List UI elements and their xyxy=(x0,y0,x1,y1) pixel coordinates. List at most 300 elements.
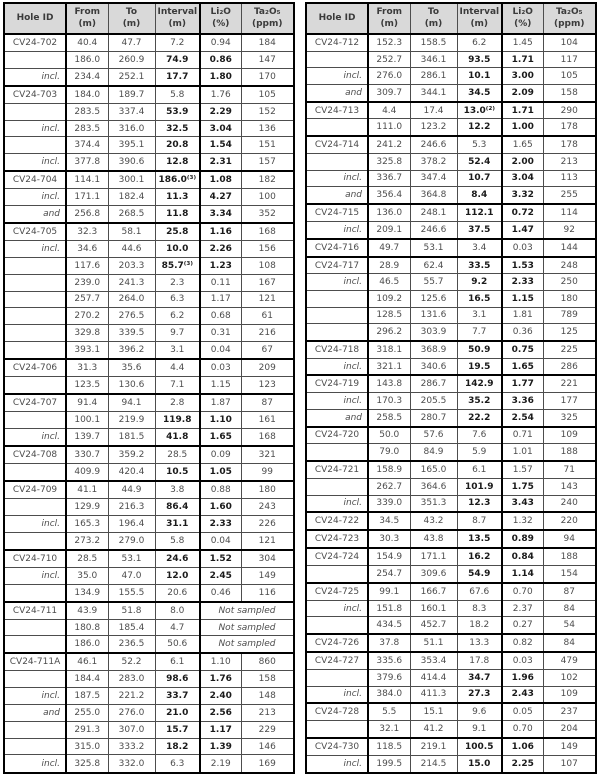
column-header-to: To (m) xyxy=(410,3,457,34)
interval-cell: 10.5 xyxy=(155,463,200,481)
to-cell: 396.2 xyxy=(108,341,155,359)
interval-cell: 32.5 xyxy=(155,120,200,137)
interval-cell: 11.8 xyxy=(155,206,200,224)
hole-id-cell xyxy=(4,619,66,636)
ta2o5-cell: 168 xyxy=(241,428,294,446)
table-row xyxy=(4,755,294,773)
ta2o5-cell: 789 xyxy=(543,307,596,324)
table-row xyxy=(306,290,596,307)
to-cell: 276.5 xyxy=(108,308,155,325)
ta2o5-cell: 178 xyxy=(543,136,596,153)
not-sampled-cell: Not sampled xyxy=(200,636,294,654)
table-row xyxy=(306,600,596,617)
ta2o5-cell: 180 xyxy=(543,290,596,307)
ta2o5-cell: 167 xyxy=(241,274,294,291)
qualifier-cell: incl. xyxy=(4,68,66,86)
li2o-cell: 3.04 xyxy=(200,120,241,137)
table-row xyxy=(4,359,294,377)
interval-cell: 13.3 xyxy=(457,634,502,652)
table-row xyxy=(306,257,596,274)
table-row xyxy=(306,530,596,548)
to-cell: 286.1 xyxy=(410,68,457,85)
hole-id-cell xyxy=(4,463,66,481)
not-sampled-cell: Not sampled xyxy=(200,602,294,620)
to-cell: 155.5 xyxy=(108,584,155,602)
to-cell: 276.0 xyxy=(108,705,155,722)
from-cell: 46.1 xyxy=(66,653,108,671)
table-row xyxy=(306,170,596,187)
column-header-from: From (m) xyxy=(368,3,410,34)
li2o-cell: 0.05 xyxy=(502,703,543,720)
from-cell: 34.6 xyxy=(66,241,108,258)
li2o-cell: 0.36 xyxy=(502,324,543,341)
hole-id-cell: CV24-725 xyxy=(306,583,368,600)
qualifier-cell: and xyxy=(306,409,368,426)
to-cell: 246.6 xyxy=(410,221,457,238)
li2o-cell: 0.46 xyxy=(200,584,241,602)
interval-cell: 9.1 xyxy=(457,721,502,738)
table-row xyxy=(4,653,294,671)
column-header-interval: Interval (m) xyxy=(457,3,502,34)
interval-cell: 33.5 xyxy=(457,257,502,274)
ta2o5-cell: 67 xyxy=(241,341,294,359)
ta2o5-cell: 290 xyxy=(543,102,596,119)
interval-cell: 41.8 xyxy=(155,428,200,446)
from-cell: 32.3 xyxy=(66,223,108,241)
li2o-cell: 1.10 xyxy=(200,412,241,429)
interval-cell: 19.5 xyxy=(457,358,502,375)
hole-id-cell xyxy=(4,532,66,550)
interval-cell: 3.4 xyxy=(457,239,502,257)
to-cell: 94.1 xyxy=(108,394,155,412)
ta2o5-cell: 479 xyxy=(543,652,596,669)
interval-cell: 16.5 xyxy=(457,290,502,307)
interval-cell: 2.8 xyxy=(155,394,200,412)
table-row xyxy=(306,393,596,410)
assay-table-left xyxy=(3,2,295,774)
table-row xyxy=(4,137,294,154)
li2o-cell: 1.05 xyxy=(200,463,241,481)
li2o-cell: 2.26 xyxy=(200,241,241,258)
table-row xyxy=(306,478,596,495)
li2o-cell: 2.31 xyxy=(200,154,241,172)
to-cell: 307.0 xyxy=(108,721,155,738)
ta2o5-cell: 168 xyxy=(241,223,294,241)
from-cell: 309.7 xyxy=(368,84,410,101)
to-cell: 339.5 xyxy=(108,325,155,342)
table-row xyxy=(4,258,294,275)
ta2o5-cell: 286 xyxy=(543,358,596,375)
ta2o5-cell: 125 xyxy=(543,324,596,341)
to-cell: 236.5 xyxy=(108,636,155,654)
ta2o5-cell: 180 xyxy=(241,481,294,499)
to-cell: 248.1 xyxy=(410,204,457,221)
ta2o5-cell: 151 xyxy=(241,137,294,154)
table-row xyxy=(306,669,596,686)
hole-id-cell: CV24-715 xyxy=(306,204,368,221)
from-cell: 255.0 xyxy=(66,705,108,722)
li2o-cell: 1.01 xyxy=(502,444,543,461)
to-cell: 125.6 xyxy=(410,290,457,307)
table-row xyxy=(4,86,294,104)
li2o-cell: 1.65 xyxy=(502,136,543,153)
li2o-cell: 0.27 xyxy=(502,617,543,634)
ta2o5-cell: 114 xyxy=(543,204,596,221)
li2o-cell: 1.77 xyxy=(502,375,543,392)
table-row xyxy=(4,532,294,550)
qualifier-cell: incl. xyxy=(4,154,66,172)
ta2o5-cell: 149 xyxy=(241,567,294,584)
to-cell: 44.6 xyxy=(108,241,155,258)
qualifier-cell: and xyxy=(306,187,368,204)
from-cell: 129.9 xyxy=(66,499,108,516)
to-cell: 196.4 xyxy=(108,515,155,532)
to-cell: 189.7 xyxy=(108,86,155,104)
ta2o5-cell: 121 xyxy=(241,532,294,550)
to-cell: 52.2 xyxy=(108,653,155,671)
li2o-cell: 1.81 xyxy=(502,307,543,324)
li2o-cell: 0.75 xyxy=(502,341,543,358)
to-cell: 130.6 xyxy=(108,377,155,395)
from-cell: 43.9 xyxy=(66,602,108,620)
interval-cell: 142.9 xyxy=(457,375,502,392)
to-cell: 364.6 xyxy=(410,478,457,495)
interval-cell: 10.0 xyxy=(155,241,200,258)
table-row xyxy=(306,548,596,565)
li2o-cell: 0.89 xyxy=(502,530,543,548)
to-cell: 340.6 xyxy=(410,358,457,375)
from-cell: 283.5 xyxy=(66,103,108,120)
from-cell: 199.5 xyxy=(368,755,410,773)
li2o-cell: 2.45 xyxy=(200,567,241,584)
table-row xyxy=(306,154,596,171)
to-cell: 55.7 xyxy=(410,274,457,291)
li2o-cell: 0.68 xyxy=(200,308,241,325)
hole-id-cell: CV24-730 xyxy=(306,738,368,755)
interval-cell: 8.0 xyxy=(155,602,200,620)
table-row xyxy=(4,463,294,481)
table-row xyxy=(4,189,294,206)
table-row xyxy=(306,358,596,375)
ta2o5-cell: 216 xyxy=(241,325,294,342)
from-cell: 32.1 xyxy=(368,721,410,738)
li2o-cell: 1.16 xyxy=(200,223,241,241)
to-cell: 414.4 xyxy=(410,669,457,686)
qualifier-cell: incl. xyxy=(306,358,368,375)
li2o-cell: 0.88 xyxy=(200,481,241,499)
from-cell: 241.2 xyxy=(368,136,410,153)
qualifier-cell: and xyxy=(4,705,66,722)
hole-id-cell xyxy=(306,324,368,341)
ta2o5-cell: 136 xyxy=(241,120,294,137)
from-cell: 434.5 xyxy=(368,617,410,634)
hole-id-cell xyxy=(4,52,66,69)
ta2o5-cell: 108 xyxy=(241,258,294,275)
li2o-cell: 0.70 xyxy=(502,721,543,738)
ta2o5-cell: 116 xyxy=(241,584,294,602)
hole-id-cell xyxy=(4,325,66,342)
to-cell: 185.4 xyxy=(108,619,155,636)
from-cell: 123.5 xyxy=(66,377,108,395)
table-row xyxy=(4,636,294,654)
li2o-cell: 4.27 xyxy=(200,189,241,206)
hole-id-cell: CV24-711 xyxy=(4,602,66,620)
interval-cell: 50.9 xyxy=(457,341,502,358)
hole-id-cell xyxy=(4,341,66,359)
from-cell: 186.0 xyxy=(66,636,108,654)
ta2o5-cell: 121 xyxy=(241,291,294,308)
from-cell: 154.9 xyxy=(368,548,410,565)
qualifier-cell: incl. xyxy=(4,428,66,446)
li2o-cell: 2.33 xyxy=(200,515,241,532)
to-cell: 337.4 xyxy=(108,103,155,120)
li2o-cell: 3.00 xyxy=(502,68,543,85)
from-cell: 258.5 xyxy=(368,409,410,426)
interval-cell: 4.4 xyxy=(155,359,200,377)
interval-cell: 7.6 xyxy=(457,427,502,444)
table-row xyxy=(306,495,596,512)
li2o-cell: 0.03 xyxy=(502,239,543,257)
ta2o5-cell: 213 xyxy=(543,154,596,171)
from-cell: 187.5 xyxy=(66,688,108,705)
li2o-cell: 3.04 xyxy=(502,170,543,187)
from-cell: 374.4 xyxy=(66,137,108,154)
hole-id-cell xyxy=(306,119,368,136)
interval-cell: 3.1 xyxy=(457,307,502,324)
interval-cell: 6.3 xyxy=(155,291,200,308)
li2o-cell: 1.71 xyxy=(502,102,543,119)
table-row xyxy=(306,119,596,136)
qualifier-cell: incl. xyxy=(306,600,368,617)
hole-id-cell: CV24-714 xyxy=(306,136,368,153)
qualifier-cell: incl. xyxy=(4,189,66,206)
not-sampled-cell: Not sampled xyxy=(200,619,294,636)
ta2o5-cell: 92 xyxy=(543,221,596,238)
hole-id-cell xyxy=(306,669,368,686)
interval-cell: 10.1 xyxy=(457,68,502,85)
interval-cell: 5.9 xyxy=(457,444,502,461)
hole-id-cell xyxy=(306,617,368,634)
interval-cell: 6.1 xyxy=(457,461,502,478)
to-cell: 420.4 xyxy=(108,463,155,481)
interval-cell: 34.7 xyxy=(457,669,502,686)
from-cell: 325.8 xyxy=(66,755,108,773)
table-row xyxy=(4,308,294,325)
interval-cell: 98.6 xyxy=(155,671,200,688)
interval-cell: 7.7 xyxy=(457,324,502,341)
column-header-li2o: Li₂O (%) xyxy=(200,3,241,34)
table-row xyxy=(4,154,294,172)
to-cell: 353.4 xyxy=(410,652,457,669)
interval-cell: 17.8 xyxy=(457,652,502,669)
interval-cell: 6.2 xyxy=(155,308,200,325)
interval-cell: 86.4 xyxy=(155,499,200,516)
table-row xyxy=(4,550,294,568)
ta2o5-cell: 146 xyxy=(241,738,294,755)
from-cell: 339.0 xyxy=(368,495,410,512)
from-cell: 315.0 xyxy=(66,738,108,755)
li2o-cell: 1.00 xyxy=(502,119,543,136)
to-cell: 316.0 xyxy=(108,120,155,137)
hole-id-cell xyxy=(4,258,66,275)
ta2o5-cell: 61 xyxy=(241,308,294,325)
from-cell: 321.1 xyxy=(368,358,410,375)
table-row xyxy=(306,84,596,101)
interval-cell: 10.7 xyxy=(457,170,502,187)
to-cell: 346.1 xyxy=(410,51,457,68)
li2o-cell: 1.76 xyxy=(200,86,241,104)
ta2o5-cell: 169 xyxy=(241,755,294,773)
hole-id-cell xyxy=(306,154,368,171)
interval-cell: 9.7 xyxy=(155,325,200,342)
interval-cell: 93.5 xyxy=(457,51,502,68)
from-cell: 239.0 xyxy=(66,274,108,291)
to-cell: 62.4 xyxy=(410,257,457,274)
from-cell: 49.7 xyxy=(368,239,410,257)
li2o-cell: 0.03 xyxy=(200,359,241,377)
ta2o5-cell: 237 xyxy=(543,703,596,720)
interval-cell: 74.9 xyxy=(155,52,200,69)
table-row xyxy=(306,583,596,600)
ta2o5-cell: 225 xyxy=(543,341,596,358)
table-row xyxy=(306,68,596,85)
from-cell: 291.3 xyxy=(66,721,108,738)
interval-cell: 28.5 xyxy=(155,446,200,464)
column-header-to: To (m) xyxy=(108,3,155,34)
interval-cell: 5.8 xyxy=(155,86,200,104)
ta2o5-cell: 352 xyxy=(241,206,294,224)
from-cell: 28.9 xyxy=(368,257,410,274)
hole-id-cell xyxy=(306,307,368,324)
column-header-hole-id: Hole ID xyxy=(4,3,66,34)
ta2o5-cell: 188 xyxy=(543,444,596,461)
li2o-cell: 1.17 xyxy=(200,721,241,738)
interval-cell: 9.2 xyxy=(457,274,502,291)
from-cell: 31.3 xyxy=(66,359,108,377)
from-cell: 117.6 xyxy=(66,258,108,275)
qualifier-cell: incl. xyxy=(306,393,368,410)
to-cell: 246.6 xyxy=(410,136,457,153)
interval-cell: 8.3 xyxy=(457,600,502,617)
hole-id-cell: CV24-728 xyxy=(306,703,368,720)
to-cell: 158.5 xyxy=(410,34,457,51)
ta2o5-cell: 220 xyxy=(543,512,596,530)
hole-id-cell: CV24-707 xyxy=(4,394,66,412)
from-cell: 184.0 xyxy=(66,86,108,104)
interval-cell: 186.0⁽³⁾ xyxy=(155,171,200,189)
ta2o5-cell: 105 xyxy=(543,68,596,85)
to-cell: 44.9 xyxy=(108,481,155,499)
from-cell: 318.1 xyxy=(368,341,410,358)
ta2o5-cell: 188 xyxy=(543,548,596,565)
ta2o5-cell: 87 xyxy=(543,583,596,600)
from-cell: 325.8 xyxy=(368,154,410,171)
li2o-cell: 1.54 xyxy=(200,137,241,154)
from-cell: 111.0 xyxy=(368,119,410,136)
table-row xyxy=(4,671,294,688)
li2o-cell: 0.04 xyxy=(200,532,241,550)
to-cell: 131.6 xyxy=(410,307,457,324)
li2o-cell: 0.11 xyxy=(200,274,241,291)
table-row xyxy=(4,619,294,636)
table-row xyxy=(4,738,294,755)
li2o-cell: 0.03 xyxy=(502,652,543,669)
interval-cell: 15.0 xyxy=(457,755,502,773)
hole-id-cell xyxy=(306,478,368,495)
from-cell: 152.3 xyxy=(368,34,410,51)
from-cell: 50.0 xyxy=(368,427,410,444)
table-row xyxy=(4,515,294,532)
from-cell: 5.5 xyxy=(368,703,410,720)
from-cell: 139.7 xyxy=(66,428,108,446)
from-cell: 180.8 xyxy=(66,619,108,636)
li2o-cell: 3.43 xyxy=(502,495,543,512)
hole-id-cell: CV24-711A xyxy=(4,653,66,671)
ta2o5-cell: 149 xyxy=(543,738,596,755)
li2o-cell: 2.33 xyxy=(502,274,543,291)
ta2o5-cell: 109 xyxy=(543,686,596,703)
from-cell: 276.0 xyxy=(368,68,410,85)
to-cell: 166.7 xyxy=(410,583,457,600)
interval-cell: 9.6 xyxy=(457,703,502,720)
interval-cell: 5.8 xyxy=(155,532,200,550)
ta2o5-cell: 304 xyxy=(241,550,294,568)
li2o-cell: 1.14 xyxy=(502,566,543,583)
to-cell: 359.2 xyxy=(108,446,155,464)
to-cell: 47.0 xyxy=(108,567,155,584)
li2o-cell: 2.29 xyxy=(200,103,241,120)
qualifier-cell: incl. xyxy=(306,274,368,291)
ta2o5-cell: 321 xyxy=(241,446,294,464)
table-row xyxy=(306,444,596,461)
hole-id-cell: CV24-719 xyxy=(306,375,368,392)
table-row xyxy=(306,427,596,444)
to-cell: 351.3 xyxy=(410,495,457,512)
ta2o5-cell: 221 xyxy=(543,375,596,392)
interval-cell: 52.4 xyxy=(457,154,502,171)
interval-cell: 6.2 xyxy=(457,34,502,51)
interval-cell: 3.1 xyxy=(155,341,200,359)
interval-cell: 21.0 xyxy=(155,705,200,722)
to-cell: 160.1 xyxy=(410,600,457,617)
from-cell: 171.1 xyxy=(66,189,108,206)
ta2o5-cell: 860 xyxy=(241,653,294,671)
qualifier-cell: incl. xyxy=(306,495,368,512)
interval-cell: 7.1 xyxy=(155,377,200,395)
ta2o5-cell: 71 xyxy=(543,461,596,478)
table-row xyxy=(4,223,294,241)
to-cell: 252.1 xyxy=(108,68,155,86)
qualifier-cell: incl. xyxy=(306,755,368,773)
interval-cell: 85.7⁽³⁾ xyxy=(155,258,200,275)
column-header-interval: Interval (m) xyxy=(155,3,200,34)
from-cell: 128.5 xyxy=(368,307,410,324)
qualifier-cell: and xyxy=(4,206,66,224)
hole-id-cell xyxy=(4,103,66,120)
ta2o5-cell: 100 xyxy=(241,189,294,206)
ta2o5-cell: 105 xyxy=(241,86,294,104)
li2o-cell: 2.40 xyxy=(200,688,241,705)
li2o-cell: 1.15 xyxy=(502,290,543,307)
hole-id-cell: CV24-726 xyxy=(306,634,368,652)
qualifier-cell: incl. xyxy=(4,515,66,532)
from-cell: 257.7 xyxy=(66,291,108,308)
from-cell: 170.3 xyxy=(368,393,410,410)
to-cell: 260.9 xyxy=(108,52,155,69)
ta2o5-cell: 158 xyxy=(241,671,294,688)
li2o-cell: 1.65 xyxy=(502,358,543,375)
interval-cell: 12.2 xyxy=(457,119,502,136)
